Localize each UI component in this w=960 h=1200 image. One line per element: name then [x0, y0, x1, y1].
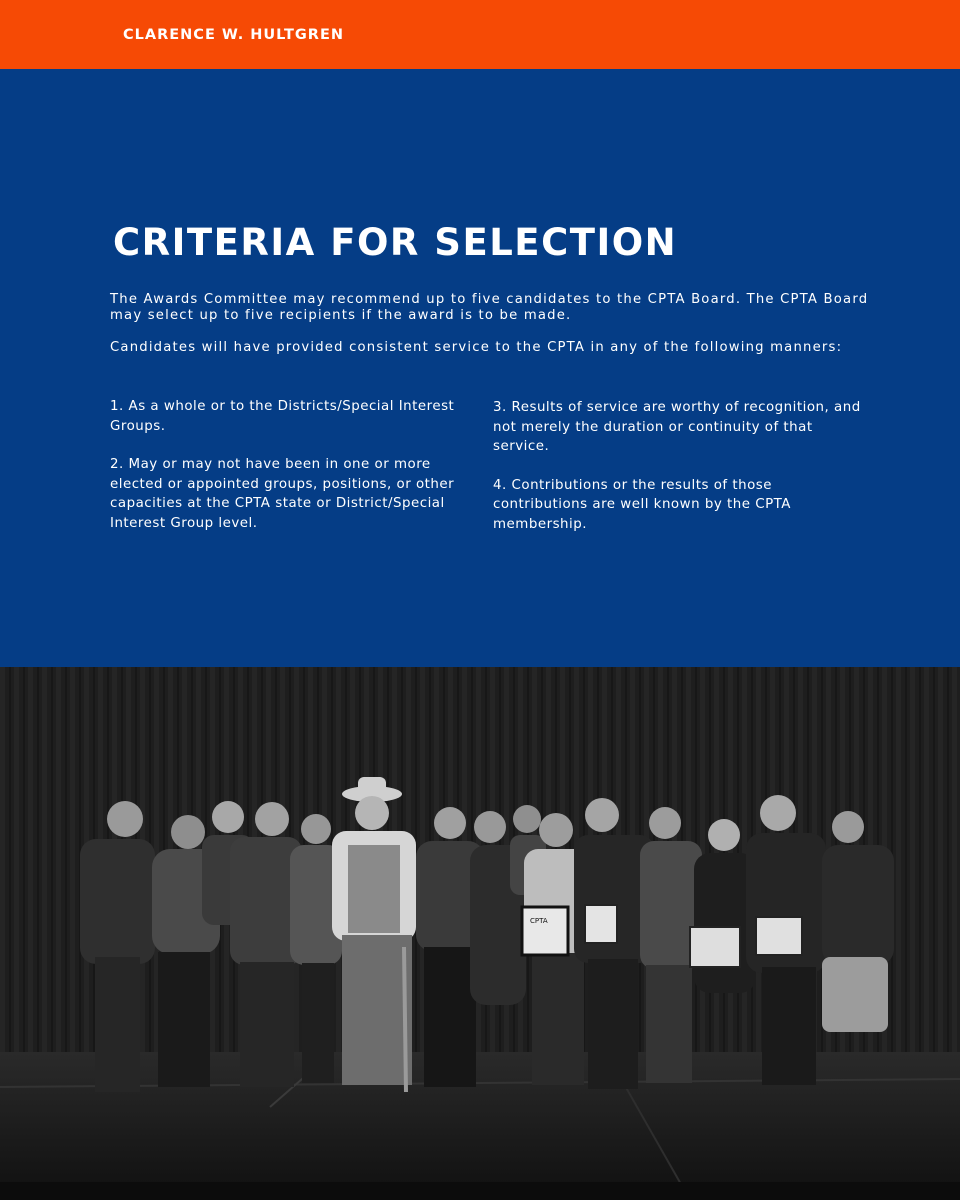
- candidates-paragraph: Candidates will have provided consistent service to the CPTA in any of the following manners:: [110, 340, 843, 355]
- criteria-column-right: [493, 398, 868, 553]
- criteria-column-left: [110, 397, 480, 552]
- intro-paragraph: The Awards Committee may recommend up to five candidates to the CPTA Board. The CPTA Board may select up to five recipients if the award is to be made.: [110, 292, 869, 323]
- criteria-item: 4. Contributions or the results of those contributions are well known by the CPTA membership.: [493, 477, 791, 532]
- plaque-label: CPTA: [530, 917, 548, 925]
- group-photo: [0, 667, 960, 1200]
- award-plaque: [522, 907, 568, 955]
- page-title: CRITERIA FOR SELECTION: [113, 221, 678, 264]
- criteria-item: 1. As a whole or to the Districts/Special Interest Groups.: [110, 399, 455, 434]
- awardee-name: CLARENCE W. HULTGREN: [123, 27, 345, 43]
- criteria-section: [0, 69, 960, 667]
- criteria-item: 3. Results of service are worthy of recognition, and not merely the duration or continuity of that service.: [493, 400, 861, 454]
- group-photo-illustration: [0, 667, 960, 1200]
- header-bar: [0, 0, 960, 69]
- criteria-item: 2. May or may not have been in one or more elected or appointed groups, positions, or other capacities at the CPTA state or District/Special Interest Group level.: [110, 457, 455, 531]
